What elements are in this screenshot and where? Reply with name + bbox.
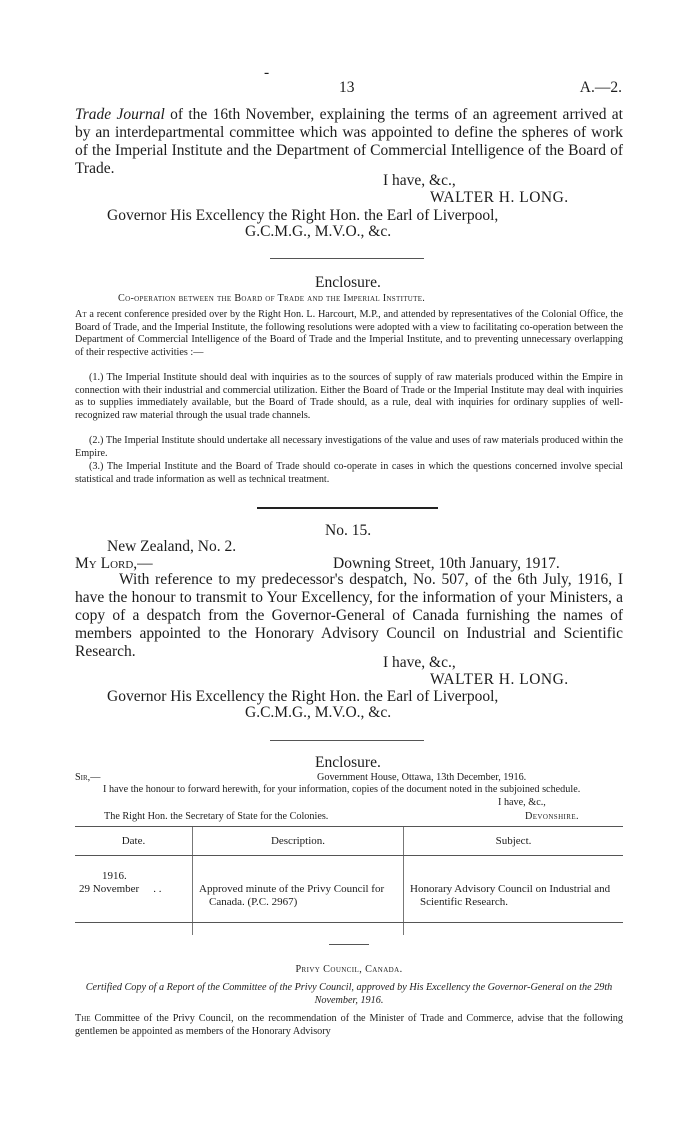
letter1-closing: I have, &c.,: [383, 172, 456, 189]
letter1-address-line1: Governor His Excellency the Right Hon. the Earl of Liverpool,: [107, 207, 499, 224]
certified-copy-line: Certified Copy of a Report of the Committee of the Privy Council, approved by His Excellency the Governor-General on the 29th November, 1916.: [85, 982, 613, 1006]
table-header-row: [75, 827, 623, 856]
table-bottom-rule: [75, 922, 623, 923]
letter2-closing: I have, &c.,: [383, 654, 456, 671]
colony-reference: New Zealand, No. 2.: [107, 538, 237, 555]
header-mark: -: [264, 64, 270, 81]
letter1-body: Trade Journal of the 16th November, explaining the terms of an agreement arrived at by an interdepartmental committee which was appointed to define the spheres of work of the Imperial Institute and the Department of Commercial Intelligence of the Board of Trade.: [75, 106, 623, 177]
letter1-signature: WALTER H. LONG.: [430, 189, 569, 206]
enclosure2-addressee: The Right Hon. the Secretary of State for the Colonies.: [104, 811, 329, 822]
letter2-signature: WALTER H. LONG.: [430, 671, 569, 688]
date-cell: [75, 856, 193, 936]
despatch-number: No. 15.: [325, 522, 372, 539]
enclosure2-signature: Devonshire.: [525, 811, 579, 822]
year: 1916.: [102, 870, 127, 882]
page-number: 13: [339, 79, 355, 96]
description-cell: [193, 856, 404, 936]
letter2-place-date: Downing Street, 10th January, 1917.: [333, 555, 560, 572]
enclosure1-para-intro: At a recent conference presided over by the Right Hon. L. Harcourt, M.P., and attended by representatives of the Colonial Office, the Board of Trade, and the Imperial Institute, the following resolutions were adopted with a view to facilitating co-operation between the Department of Commercial Intelligence of the Board of Trade and the Imperial Institute, and to preventing unnecessary overlapping of their respective activities :—: [75, 309, 623, 358]
divider: [270, 258, 424, 259]
schedule-table: [75, 827, 623, 935]
date-value: 29 November . .: [79, 883, 162, 895]
table-row: [75, 856, 623, 936]
letter2-salutation: My Lord,—: [75, 555, 153, 572]
enclosure2-heading: Enclosure.: [315, 754, 381, 771]
enclosure2-closing: I have, &c.,: [498, 797, 546, 808]
column-header-description: Description.: [193, 827, 404, 856]
short-divider: [329, 944, 369, 945]
subject-cell: [404, 856, 624, 936]
section-divider: [257, 507, 438, 509]
enclosure1-title: Co-operation between the Board of Trade and the Imperial Institute.: [118, 293, 426, 304]
enclosure1-resolution-3: (3.) The Imperial Institute and the Board of Trade should co-operate in cases in which the questions concerned involve special statistical and trade information as well as technical treatment.: [75, 461, 623, 485]
letter2-address-line2: G.C.M.G., M.V.O., &c.: [245, 704, 392, 721]
letter2-body: With reference to my predecessor's despatch, No. 507, of the 6th July, 1916, I have the honour to transmit to Your Excellency, for the information of your Ministers, a copy of a despatch from the Governor-General of Canada furnishing the names of members appointed to the Honorary Advisory Council on Industrial and Scientific Research.: [75, 571, 623, 660]
enclosure1-heading: Enclosure.: [315, 274, 381, 291]
description-value: Approved minute of the Privy Council for Canada. (P.C. 2967): [199, 883, 385, 908]
enclosure2-place-date: Government House, Ottawa, 13th December, 1916.: [317, 772, 527, 783]
privy-council-heading: Privy Council, Canada.: [295, 964, 403, 975]
privy-council-body: The Committee of the Privy Council, on the recommendation of the Minister of Trade and Commerce, advise that the following gentlemen be appointed as members of the Honorary Advisory: [75, 1013, 623, 1037]
document-reference: A.—2.: [579, 79, 622, 96]
enclosure2-salutation: Sir,—: [75, 772, 101, 783]
enclosure2-body: I have the honour to forward herewith, for your information, copies of the document noted in the subjoined schedule.: [103, 784, 581, 795]
divider: [270, 740, 424, 741]
subject-value: Honorary Advisory Council on Industrial and Scientific Research.: [410, 883, 611, 908]
enclosure1-resolution-2: (2.) The Imperial Institute should undertake all necessary investigations of the value and uses of raw materials produced within the Empire.: [75, 435, 623, 459]
journal-title: Trade Journal: [75, 106, 165, 123]
column-header-date: Date.: [75, 827, 193, 856]
letter2-address-line1: Governor His Excellency the Right Hon. the Earl of Liverpool,: [107, 688, 499, 705]
enclosure1-resolution-1: (1.) The Imperial Institute should deal with inquiries as to the sources of supply of raw materials produced within the Empire in connection with their industrial and commercial utilization. Either the Board of Trade or the Imperial Institute may deal with inquiries as to supplies immediately available, but the Board of Trade should, as a rule, deal with inquiries for ordinary supplies of well-recognized raw material through the usual trade channels.: [75, 372, 623, 421]
column-header-subject: Subject.: [404, 827, 624, 856]
letter1-address-line2: G.C.M.G., M.V.O., &c.: [245, 223, 392, 240]
